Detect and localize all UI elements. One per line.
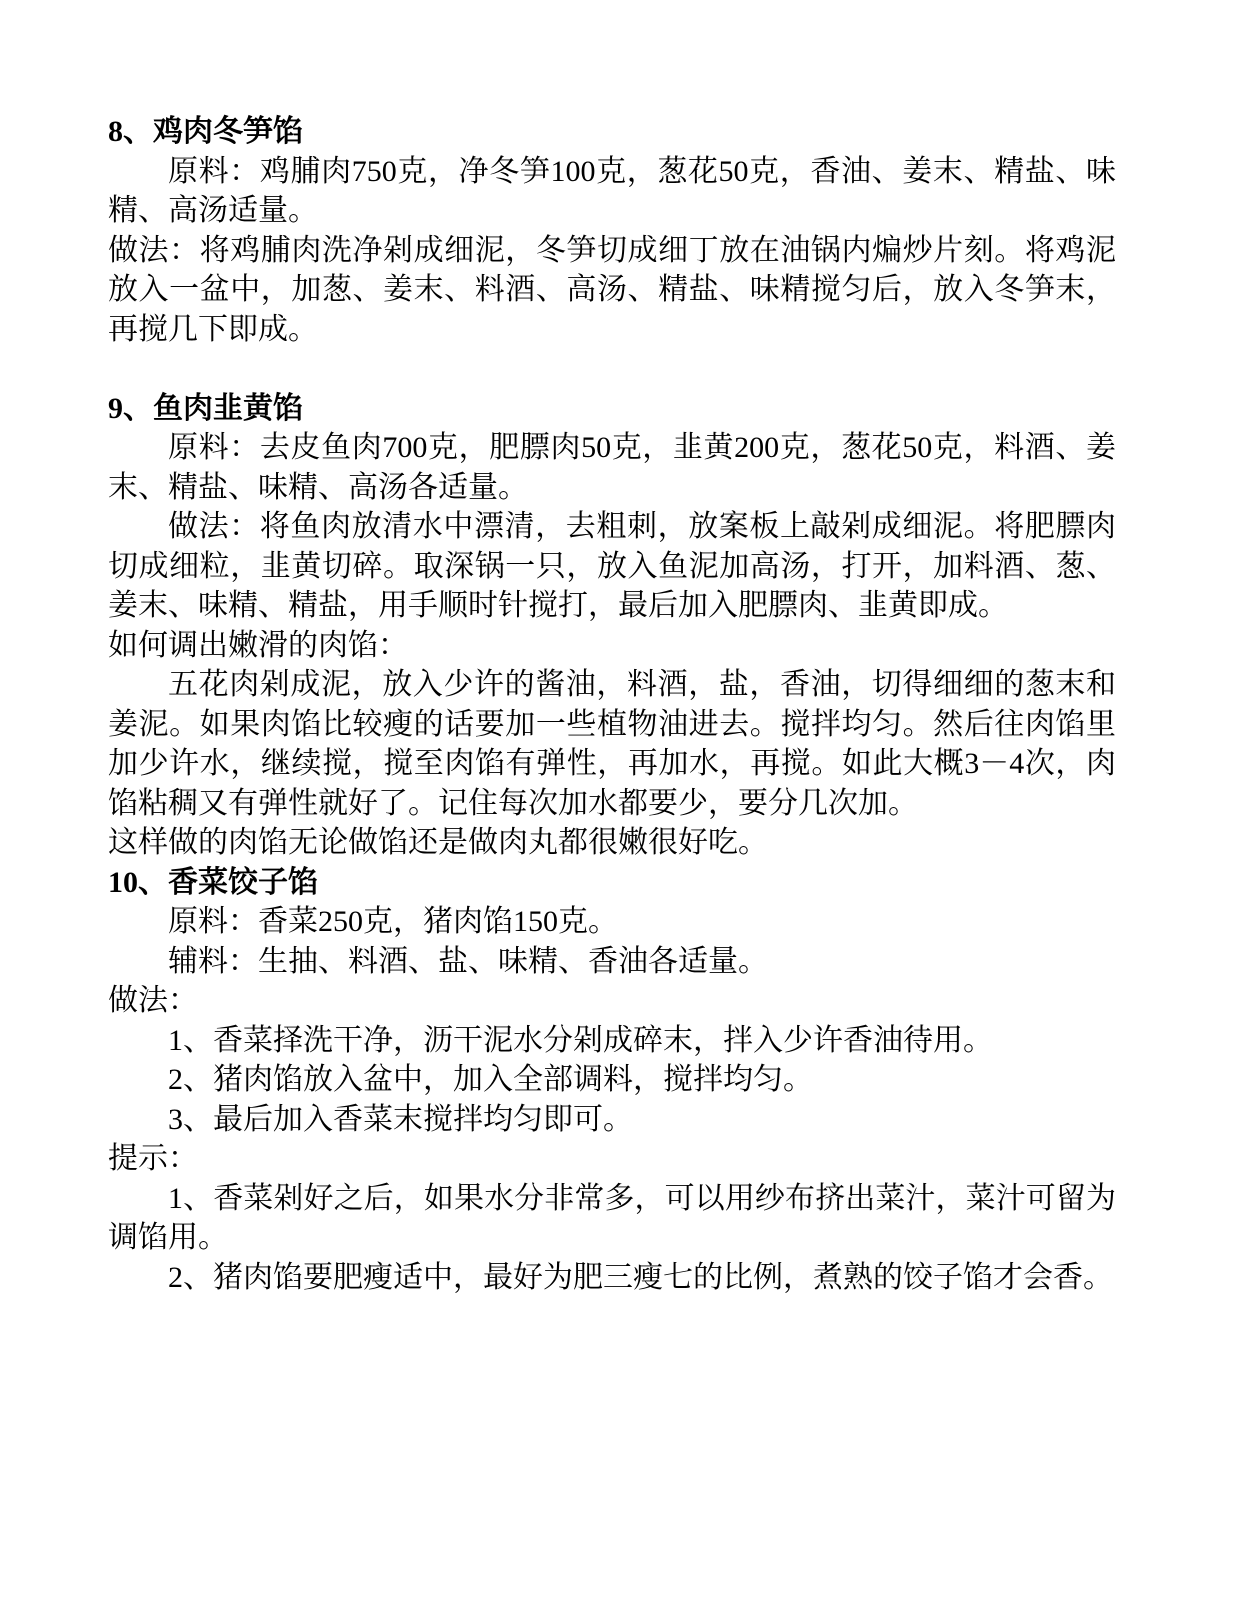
paragraph: 做法：将鱼肉放清水中漂清，去粗刺，放案板上敲剁成细泥。将肥膘肉切成细粒，韭黄切碎。取深锅一只，放入鱼泥加高汤，打开，加料酒、葱、姜末、味精、精盐，用手顺时针搅打，最后加入肥膘肉、韭黄即成。 [108,510,1116,622]
paragraph: 1、香菜剁好之后，如果水分非常多，可以用纱布挤出菜汁，菜汁可留为调馅用。 [108,1181,1116,1254]
paragraph: 原料：鸡脯肉750克，净冬笋100克，葱花50克，香油、姜末、精盐、味精、高汤适量。 [108,154,1116,227]
paragraph: 做法：将鸡脯肉洗净剁成细泥，冬笋切成细丁放在油锅内煸炒片刻。将鸡泥放入一盆中，加葱、姜末、料酒、高汤、精盐、味精搅匀后，放入冬笋末，再搅几下即成。 [108,233,1116,346]
paragraph: 这样做的肉馅无论做馅还是做肉丸都很嫩很好吃。 [108,826,768,859]
paragraph: 如何调出嫩滑的肉馅： [108,628,408,662]
section-heading: 8、鸡肉冬笋馅 [108,115,303,148]
paragraph: 3、最后加入香菜末搅拌均匀即可。 [168,1102,633,1136]
paragraph: 2、猪肉馅要肥瘦适中，最好为肥三瘦七的比例，煮熟的饺子馅才会香。 [168,1260,1113,1294]
paragraph: 原料：香菜250克，猪肉馅150克。 [168,905,618,938]
section-heading: 9、鱼肉韭黄馅 [108,391,303,425]
paragraph: 原料：去皮鱼肉700克，肥膘肉50克，韭黄200克，葱花50克，料酒、姜末、精盐、味精、高汤各适量。 [108,431,1116,504]
paragraph: 辅料：生抽、料酒、盐、味精、香油各适量。 [168,944,768,978]
blank-line [108,349,1116,389]
paragraph: 2、猪肉馅放入盆中，加入全部调料，搅拌均匀。 [168,1063,813,1096]
paragraph: 做法： [108,984,198,1017]
paragraph: 提示： [108,1142,198,1175]
paragraph: 五花肉剁成泥，放入少许的酱油，料酒，盐，香油，切得细细的葱末和姜泥。如果肉馅比较瘦的话要加一些植物油进去。搅拌均匀。然后往肉馅里加少许水，继续搅，搅至肉馅有弹性，再加水，再搅。如此大概3－4次，肉馅粘稠又有弹性就好了。记住每次加水都要少，要分几次加。 [108,668,1116,820]
paragraph: 1、香菜择洗干净，沥干泥水分剁成碎末，拌入少许香油待用。 [168,1023,993,1057]
section-heading: 10、香菜饺子馅 [108,865,318,899]
